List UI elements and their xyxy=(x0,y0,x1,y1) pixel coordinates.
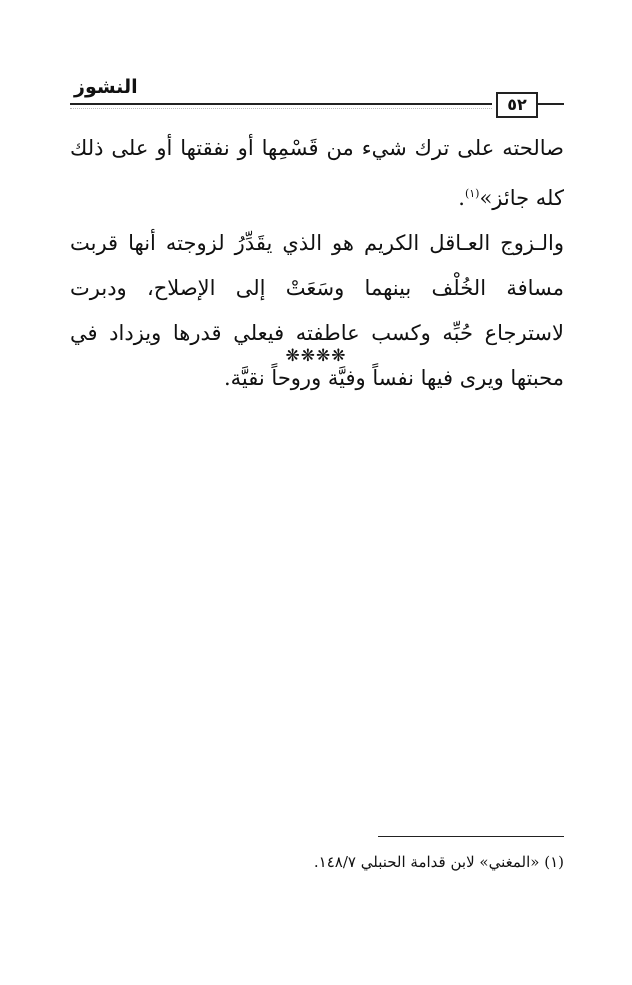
paragraph-text: صالحته على ترك شيء من قَسْمِها أو نفقتها أو على ذلك كله جائز» xyxy=(70,136,564,210)
footnote-number: (١) xyxy=(544,853,564,871)
running-title: النشوز xyxy=(74,76,138,98)
paragraph xyxy=(70,126,564,221)
header-rule-short xyxy=(538,103,564,105)
footnote xyxy=(270,850,564,874)
paragraph: والـزوج العـاقل الكريم هو الذي يقَدِّرُ لزوجته أنها قربت مسافة الخُلْف بينهما وسَعَتْ إلى الإصلاح، ودبرت لاسترجاع حُبِّه وكسب عاطفته فيعلي قدرها ويزداد في محبتها ويرى فيها نفساً وفيَّة وروحاً نقيَّة. xyxy=(70,231,564,390)
header-rule xyxy=(70,103,492,105)
footnote-rule xyxy=(378,836,564,837)
page-number: ٥٢ xyxy=(496,92,538,118)
section-separator: ❋❋❋❋ xyxy=(285,346,347,366)
footnote-text: «المغني» لابن قدامة الحنبلي ١٤٨/٧. xyxy=(313,853,540,871)
page-header xyxy=(70,72,564,118)
footnote-reference: (١) xyxy=(464,187,480,200)
paragraph-end: . xyxy=(458,186,465,210)
